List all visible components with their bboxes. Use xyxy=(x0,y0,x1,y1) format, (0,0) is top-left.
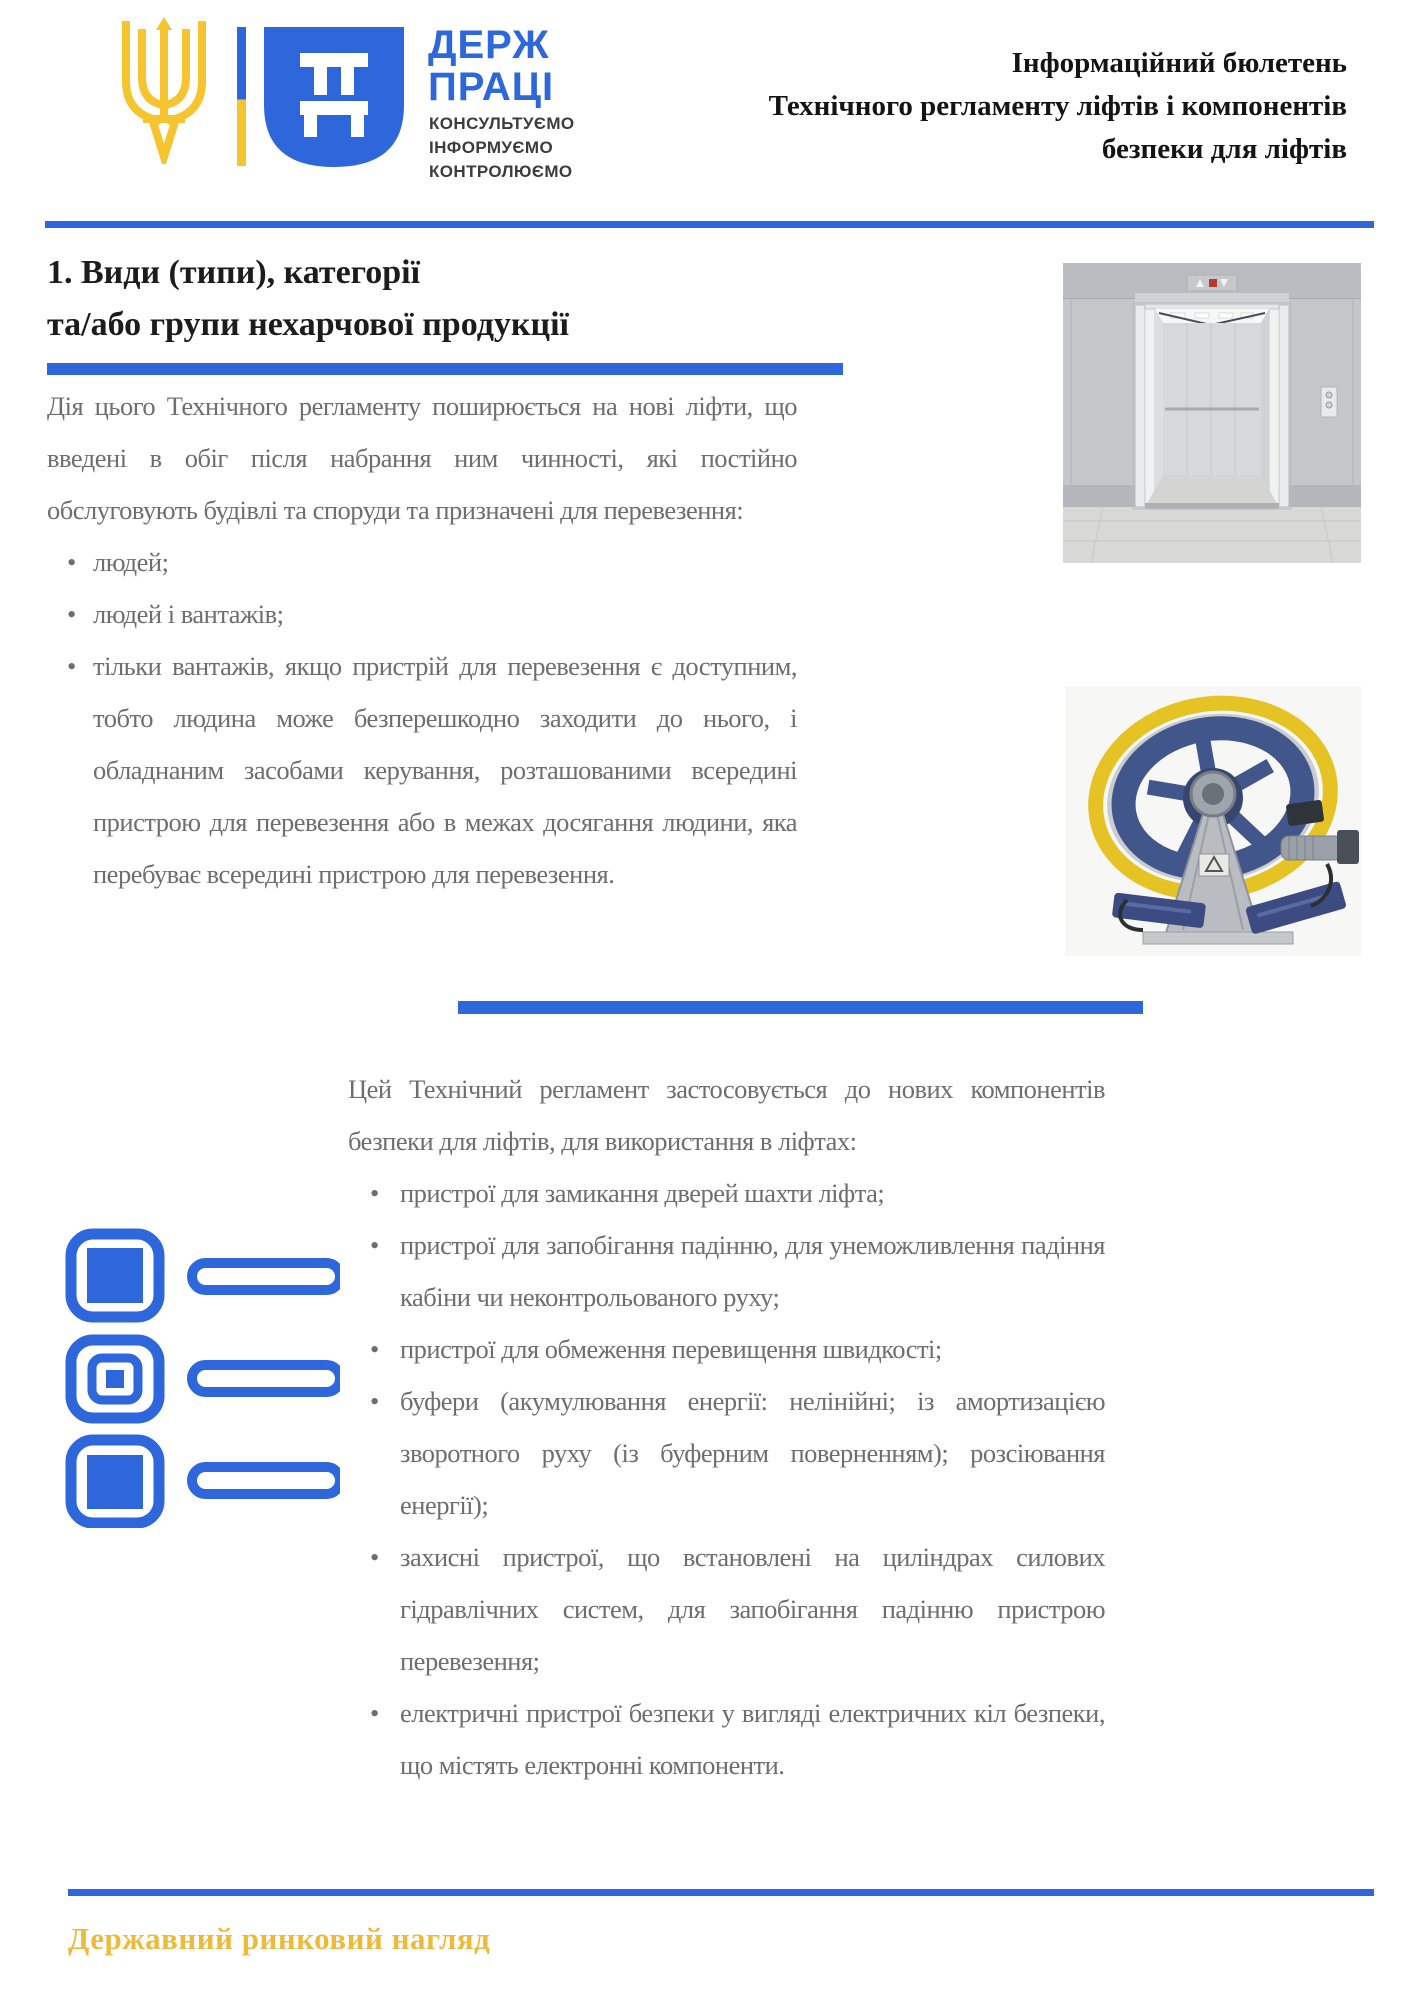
brand-tagline-line: КОНТРОЛЮЄМО xyxy=(429,162,573,181)
header-rule xyxy=(45,221,1374,228)
logo-separator-bar xyxy=(237,27,246,166)
section1-body xyxy=(47,380,797,900)
list-item: • пристрої для обмеження перевищення швидкості; xyxy=(348,1323,1105,1375)
brand-name-line1: ДЕРЖ xyxy=(428,23,550,67)
list-item: • буфери (акумулювання енергії: нелінійні; із амортизацією зворотного руху (із буферним поверненням); розсіювання енергії); xyxy=(348,1375,1105,1531)
section1-title-line2: та/або групи нехарчової продукції xyxy=(47,306,570,343)
elevator-doorway-photo xyxy=(1063,263,1361,563)
lift-traction-machine-photo xyxy=(1065,686,1361,956)
brand-tagline-line: КОНСУЛЬТУЄМО xyxy=(429,114,575,133)
bulletin-title xyxy=(769,42,1347,171)
section-divider-bar xyxy=(458,1001,1143,1014)
bulletin-title-line: Інформаційний бюлетень xyxy=(1011,47,1347,79)
derzhpratsi-shield-icon xyxy=(264,27,404,167)
ukraine-trident-icon xyxy=(113,16,215,164)
list-item: • людей; xyxy=(47,536,797,588)
section2-body xyxy=(348,1063,1105,1791)
bulletin-title-line: Технічного регламенту ліфтів і компонентів xyxy=(768,90,1347,122)
list-icon xyxy=(65,1228,340,1528)
section1-paragraph: Дія цього Технічного регламенту поширюється на нові ліфти, що введені в обіг після набрання ним чинності, які постійно обслуговують будівлі та споруди та призначені для перевезення: xyxy=(47,391,797,525)
list-item: • пристрої для запобігання падінню, для унеможливлення падіння кабіни чи неконтрольованого руху; xyxy=(348,1219,1105,1323)
list-item: • тільки вантажів, якщо пристрій для перевезення є доступним, тобто людина може безперешкодно заходити до нього, і обладнаним засобами керування, розташованими всередині пристрою для перевезення або в межах досягання людини, яка перебуває всередині пристрою для перевезення. xyxy=(47,640,797,900)
bulletin-title-line: безпеки для ліфтів xyxy=(1101,133,1347,165)
brand-name xyxy=(428,24,554,108)
brand-tagline-line: ІНФОРМУЄМО xyxy=(429,138,554,157)
section1-title-line1: 1. Види (типи), категорії xyxy=(47,254,421,291)
footer-rule xyxy=(68,1889,1374,1896)
list-item: • пристрої для замикання дверей шахти ліфта; xyxy=(348,1167,1105,1219)
footer-text: Державний ринковий нагляд xyxy=(68,1921,491,1956)
brand-tagline xyxy=(429,112,575,184)
brand-name-line2: ПРАЦІ xyxy=(428,65,555,109)
section1-bullet-list xyxy=(47,536,797,900)
list-item: • захисні пристрої, що встановлені на циліндрах силових гідравлічних систем, для запобігання падінню пристрою перевезення; xyxy=(348,1531,1105,1687)
section1-title-underline xyxy=(47,363,843,375)
section1-title xyxy=(47,247,569,351)
section2-paragraph: Цей Технічний регламент застосовується до нових компонентів безпеки для ліфтів, для використання в ліфтах: xyxy=(348,1074,1105,1156)
list-item: • електричні пристрої безпеки у вигляді електричних кіл безпеки, що містять електронні компоненти. xyxy=(348,1687,1105,1791)
section2-bullet-list xyxy=(348,1167,1105,1791)
list-item: • людей і вантажів; xyxy=(47,588,797,640)
